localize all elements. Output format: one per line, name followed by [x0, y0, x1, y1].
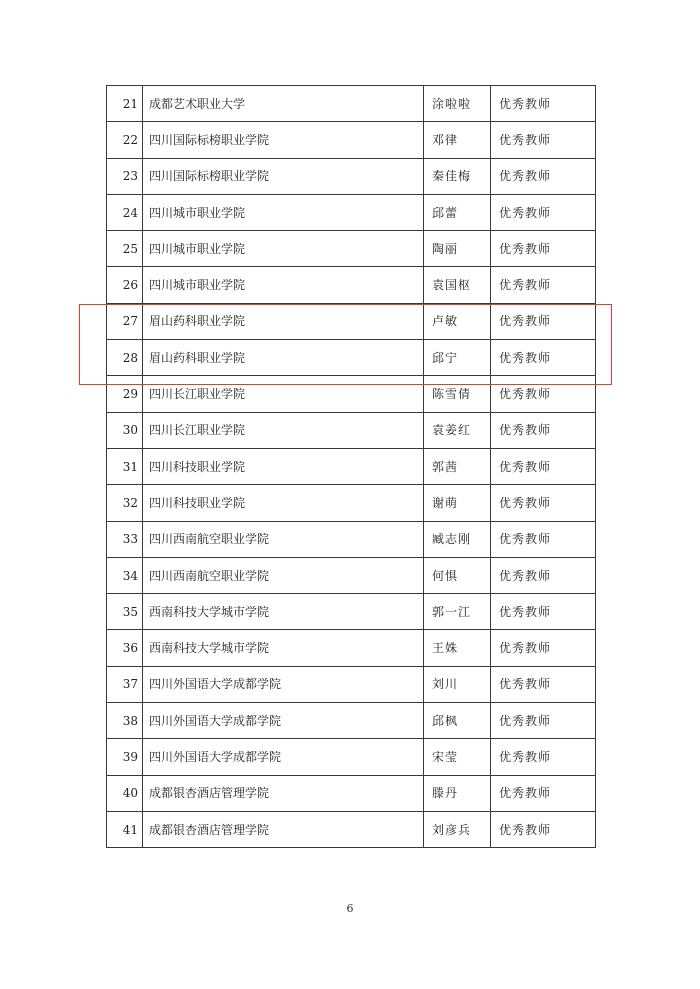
award-cell: 优秀教师	[491, 594, 596, 630]
teacher-name-cell: 郭茜	[424, 448, 491, 484]
row-number-cell: 23	[107, 158, 143, 194]
table-row	[107, 231, 596, 267]
row-number-cell: 38	[107, 703, 143, 739]
row-number-cell: 28	[107, 340, 143, 376]
award-cell: 优秀教师	[491, 86, 596, 122]
school-cell: 四川长江职业学院	[143, 412, 424, 448]
school-cell: 眉山药科职业学院	[143, 340, 424, 376]
award-cell: 优秀教师	[491, 739, 596, 775]
award-cell: 优秀教师	[491, 194, 596, 230]
teacher-name-cell: 滕丹	[424, 775, 491, 811]
table-row	[107, 267, 596, 303]
table-row	[107, 448, 596, 484]
teacher-name-cell: 秦佳梅	[424, 158, 491, 194]
award-cell: 优秀教师	[491, 811, 596, 847]
row-number-cell: 36	[107, 630, 143, 666]
school-cell: 四川科技职业学院	[143, 485, 424, 521]
row-number-cell: 21	[107, 86, 143, 122]
row-number-cell: 32	[107, 485, 143, 521]
table-row	[107, 86, 596, 122]
table-row	[107, 703, 596, 739]
teacher-name-cell: 臧志刚	[424, 521, 491, 557]
row-number-cell: 33	[107, 521, 143, 557]
school-cell: 成都艺术职业大学	[143, 86, 424, 122]
row-number-cell: 40	[107, 775, 143, 811]
award-cell: 优秀教师	[491, 775, 596, 811]
school-cell: 四川外国语大学成都学院	[143, 666, 424, 702]
award-cell: 优秀教师	[491, 703, 596, 739]
award-cell: 优秀教师	[491, 485, 596, 521]
row-number-cell: 39	[107, 739, 143, 775]
teacher-name-cell: 涂啦啦	[424, 86, 491, 122]
table-row	[107, 122, 596, 158]
school-cell: 四川外国语大学成都学院	[143, 739, 424, 775]
table-row	[107, 775, 596, 811]
school-cell: 四川城市职业学院	[143, 194, 424, 230]
school-cell: 四川国际标榜职业学院	[143, 122, 424, 158]
table-row	[107, 521, 596, 557]
teacher-name-cell: 袁国枢	[424, 267, 491, 303]
award-cell: 优秀教师	[491, 448, 596, 484]
teacher-name-cell: 陶丽	[424, 231, 491, 267]
award-cell: 优秀教师	[491, 376, 596, 412]
teacher-name-cell: 郭一江	[424, 594, 491, 630]
awards-table	[106, 85, 596, 848]
school-cell: 四川西南航空职业学院	[143, 521, 424, 557]
school-cell: 四川国际标榜职业学院	[143, 158, 424, 194]
table-row	[107, 739, 596, 775]
teacher-name-cell: 邱宁	[424, 340, 491, 376]
table-row	[107, 594, 596, 630]
school-cell: 眉山药科职业学院	[143, 303, 424, 339]
school-cell: 四川外国语大学成都学院	[143, 703, 424, 739]
teacher-name-cell: 宋莹	[424, 739, 491, 775]
award-cell: 优秀教师	[491, 666, 596, 702]
table-row	[107, 811, 596, 847]
table-row	[107, 194, 596, 230]
table-row	[107, 557, 596, 593]
table-row	[107, 666, 596, 702]
row-number-cell: 25	[107, 231, 143, 267]
row-number-cell: 37	[107, 666, 143, 702]
award-cell: 优秀教师	[491, 231, 596, 267]
table-row	[107, 303, 596, 339]
page-number: 6	[346, 902, 354, 915]
award-cell: 优秀教师	[491, 122, 596, 158]
teacher-name-cell: 刘彦兵	[424, 811, 491, 847]
award-cell: 优秀教师	[491, 340, 596, 376]
row-number-cell: 29	[107, 376, 143, 412]
teacher-name-cell: 陈雪倩	[424, 376, 491, 412]
row-number-cell: 26	[107, 267, 143, 303]
award-cell: 优秀教师	[491, 557, 596, 593]
teacher-name-cell: 谢萌	[424, 485, 491, 521]
school-cell: 四川西南航空职业学院	[143, 557, 424, 593]
school-cell: 四川科技职业学院	[143, 448, 424, 484]
row-number-cell: 41	[107, 811, 143, 847]
row-number-cell: 35	[107, 594, 143, 630]
table-row	[107, 376, 596, 412]
award-cell: 优秀教师	[491, 158, 596, 194]
teacher-name-cell: 邱枫	[424, 703, 491, 739]
table-row	[107, 485, 596, 521]
teacher-name-cell: 袁姜红	[424, 412, 491, 448]
award-cell: 优秀教师	[491, 267, 596, 303]
row-number-cell: 34	[107, 557, 143, 593]
award-cell: 优秀教师	[491, 630, 596, 666]
teacher-name-cell: 何惧	[424, 557, 491, 593]
row-number-cell: 27	[107, 303, 143, 339]
school-cell: 四川城市职业学院	[143, 267, 424, 303]
school-cell: 四川城市职业学院	[143, 231, 424, 267]
row-number-cell: 24	[107, 194, 143, 230]
row-number-cell: 31	[107, 448, 143, 484]
school-cell: 西南科技大学城市学院	[143, 630, 424, 666]
teacher-name-cell: 刘川	[424, 666, 491, 702]
school-cell: 成都银杏酒店管理学院	[143, 775, 424, 811]
teacher-name-cell: 卢敏	[424, 303, 491, 339]
school-cell: 西南科技大学城市学院	[143, 594, 424, 630]
award-cell: 优秀教师	[491, 303, 596, 339]
table-row	[107, 630, 596, 666]
award-cell: 优秀教师	[491, 521, 596, 557]
teacher-name-cell: 邱蕾	[424, 194, 491, 230]
table-row	[107, 412, 596, 448]
school-cell: 成都银杏酒店管理学院	[143, 811, 424, 847]
awards-table-body	[107, 86, 596, 848]
row-number-cell: 30	[107, 412, 143, 448]
award-cell: 优秀教师	[491, 412, 596, 448]
teacher-name-cell: 王姝	[424, 630, 491, 666]
school-cell: 四川长江职业学院	[143, 376, 424, 412]
teacher-name-cell: 邓律	[424, 122, 491, 158]
table-row	[107, 158, 596, 194]
table-row	[107, 340, 596, 376]
row-number-cell: 22	[107, 122, 143, 158]
